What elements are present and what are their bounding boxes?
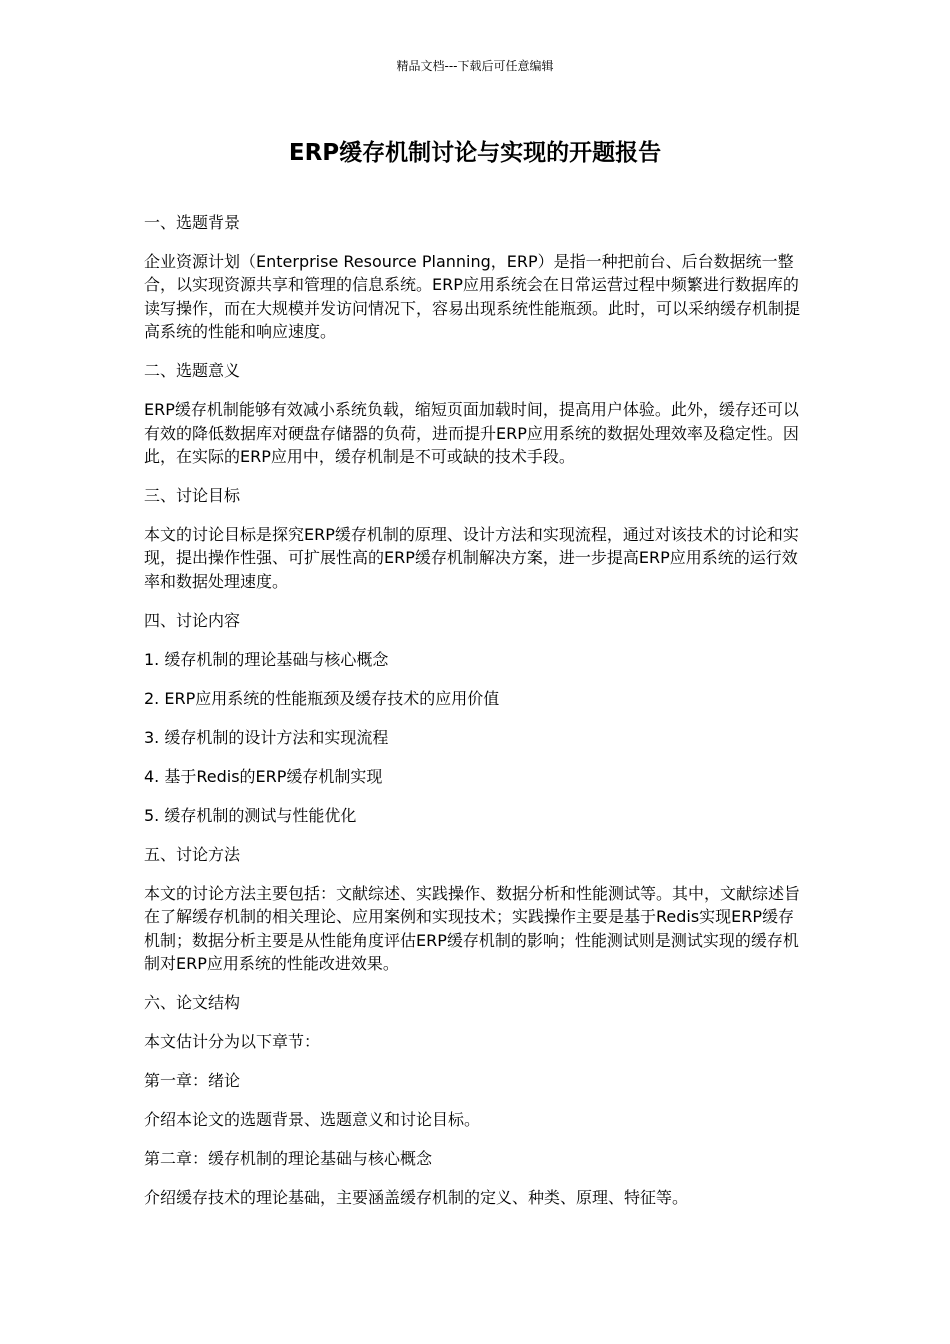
section-heading-structure: 六、论文结构 bbox=[144, 993, 241, 1013]
section-heading-methods: 五、讨论方法 bbox=[144, 844, 241, 864]
list-item: 3. 缓存机制的设计方法和实现流程 bbox=[144, 727, 389, 747]
paragraph-methods: 本文的讨论方法主要包括：文献综述、实践操作、数据分析和性能测试等。其中，文献综述旨在了解缓存机制的相关理论、应用案例和实现技术；实践操作主要是基于Redis实现ERP缓存机制；数据分析主要是从性能角度评估ERP缓存机制的影响；性能测试则是测试实现的缓存机制对ERP应用系统的性能改进效果。 bbox=[144, 883, 801, 974]
list-item: 1. 缓存机制的理论基础与核心概念 bbox=[144, 649, 389, 669]
list-item: 4. 基于Redis的ERP缓存机制实现 bbox=[144, 766, 383, 786]
paragraph-significance: ERP缓存机制能够有效减小系统负载，缩短页面加载时间，提高用户体验。此外，缓存还可以有效的降低数据库对硬盘存储器的负荷，进而提升ERP应用系统的数据处理效率及稳定性。因此，在实际的ERP应用中，缓存机制是不可或缺的技术手段。 bbox=[144, 400, 799, 467]
chapter-heading-1: 第一章：绪论 bbox=[144, 1071, 241, 1091]
section-heading-background: 一、选题背景 bbox=[144, 213, 241, 232]
list-item: 5. 缓存机制的测试与性能优化 bbox=[144, 805, 357, 825]
chapter-heading-2: 第二章：缓存机制的理论基础与核心概念 bbox=[144, 1149, 433, 1169]
paragraph-background: 企业资源计划（Enterprise Resource Planning，ERP）是指一种把前台、后台数据统一整合，以实现资源共享和管理的信息系统。ERP应用系统会在日常运营过程中频繁进行数据库的读写操作，而在大规模并发访问情况下，容易出现系统性能瓶颈。此时，可以采纳缓存机制提高系统的性能和响应速度。 bbox=[144, 252, 801, 342]
document-body bbox=[144, 211, 808, 1225]
list-item: 2. ERP应用系统的性能瓶颈及缓存技术的应用价值 bbox=[144, 688, 500, 708]
section-heading-goals: 三、讨论目标 bbox=[144, 486, 241, 506]
paragraph-goals: 本文的讨论目标是探究ERP缓存机制的原理、设计方法和实现流程，通过对该技术的讨论和实现，提出操作性强、可扩展性高的ERP缓存机制解决方案，进一步提高ERP应用系统的运行效率和数据处理速度。 bbox=[144, 525, 799, 591]
document-title: ERP缓存机制讨论与实现的开题报告 bbox=[288, 140, 662, 166]
page-header: 精品文档---下载后可任意编辑 bbox=[396, 59, 554, 73]
section-heading-significance: 二、选题意义 bbox=[144, 361, 241, 381]
chapter-description-1: 介绍本论文的选题背景、选题意义和讨论目标。 bbox=[144, 1110, 481, 1130]
section-heading-content: 四、讨论内容 bbox=[144, 610, 241, 630]
paragraph-structure-intro: 本文估计分为以下章节： bbox=[144, 1032, 321, 1052]
chapter-description-2: 介绍缓存技术的理论基础，主要涵盖缓存机制的定义、种类、原理、特征等。 bbox=[144, 1188, 689, 1208]
